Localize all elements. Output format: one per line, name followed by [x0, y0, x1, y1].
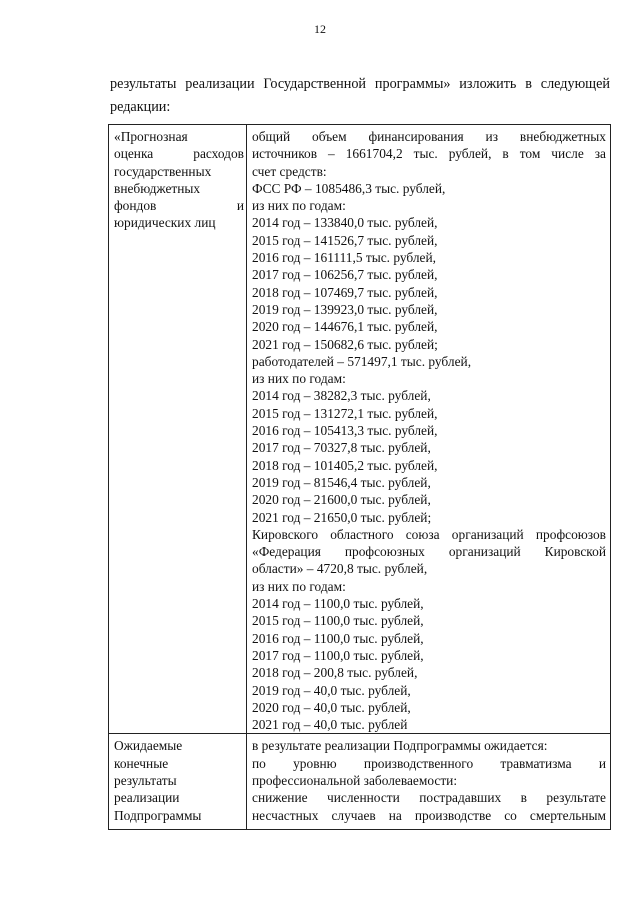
value-line: 2014 год – 1100,0 тыс. рублей,	[252, 596, 424, 612]
value-line: 2018 год – 107469,7 тыс. рублей,	[252, 284, 438, 300]
value-line: несчастных случаев на производстве со смертельным	[252, 807, 606, 823]
label-line: фондов и	[114, 198, 244, 214]
value-line: 2016 год – 1100,0 тыс. рублей,	[252, 630, 424, 646]
value-line: общий объем финансирования из внебюджетных	[252, 129, 606, 144]
value-line: 2014 год – 38282,3 тыс. рублей,	[252, 388, 431, 404]
label-line: внебюджетных	[114, 180, 201, 196]
intro-line: результаты реализации Государственной программы» изложить в следующей	[110, 76, 610, 92]
intro-line: редакции:	[110, 99, 171, 115]
page-number: 12	[314, 22, 326, 36]
value-line: 2017 год – 1100,0 тыс. рублей,	[252, 647, 424, 663]
value-line: 2021 год – 21650,0 тыс. рублей;	[252, 509, 432, 525]
value-line: счет средств:	[252, 163, 327, 179]
value-line: 2020 год – 40,0 тыс. рублей,	[252, 699, 411, 715]
table-row	[109, 734, 611, 830]
value-line: 2016 год – 161111,5 тыс. рублей,	[252, 250, 437, 266]
expected-results-label-cell	[109, 734, 247, 830]
value-line: «Федерация профсоюзных организаций Кировской	[252, 544, 606, 560]
label-line: оценка расходов	[114, 146, 244, 162]
value-line: 2019 год – 40,0 тыс. рублей,	[252, 682, 411, 698]
label-line: конечные	[114, 755, 169, 771]
label-line: Ожидаемые	[114, 738, 183, 754]
table-row	[109, 125, 611, 734]
value-line: 2017 год – 70327,8 тыс. рублей,	[252, 440, 431, 456]
value-line: по уровню производственного травматизма и	[252, 755, 606, 771]
value-line: 2016 год – 105413,3 тыс. рублей,	[252, 423, 438, 439]
value-line: 2018 год – 200,8 тыс. рублей,	[252, 665, 418, 681]
value-line: 2020 год – 21600,0 тыс. рублей,	[252, 492, 431, 508]
label-line: реализации	[114, 790, 180, 806]
value-line: Кировского областного союза организаций профсоюзов	[252, 526, 606, 542]
value-line: в результате реализации Подпрограммы ожидается:	[252, 738, 548, 754]
label-line: Подпрограммы	[114, 807, 202, 823]
value-line: 2021 год – 40,0 тыс. рублей	[252, 717, 408, 733]
label-line: юридических лиц	[114, 215, 216, 231]
value-line: работодателей – 571497,1 тыс. рублей,	[252, 353, 472, 369]
subprogram-passport-table	[108, 124, 611, 830]
value-line: области» – 4720,8 тыс. рублей,	[252, 561, 428, 577]
funding-estimate-label-cell	[109, 125, 247, 734]
value-line: 2019 год – 139923,0 тыс. рублей,	[252, 301, 438, 317]
intro-paragraph	[110, 73, 610, 119]
label-line: «Прогнозная	[114, 129, 188, 144]
value-line: 2014 год – 133840,0 тыс. рублей,	[252, 215, 438, 231]
value-line: профессиональной заболеваемости:	[252, 772, 458, 788]
value-line: 2020 год – 144676,1 тыс. рублей,	[252, 319, 438, 335]
value-line: 2019 год – 81546,4 тыс. рублей,	[252, 474, 431, 490]
value-line: из них по годам:	[252, 371, 346, 387]
label-line: результаты	[114, 772, 177, 788]
funding-estimate-value-cell	[247, 125, 611, 734]
value-line: ФСС РФ – 1085486,3 тыс. рублей,	[252, 180, 446, 196]
value-line: 2017 год – 106256,7 тыс. рублей,	[252, 267, 438, 283]
value-line: источников – 1661704,2 тыс. рублей, в том числе за	[252, 146, 606, 162]
value-line: снижение численности пострадавших в результате	[252, 790, 606, 806]
expected-results-value-cell	[247, 734, 611, 830]
value-line: 2015 год – 131272,1 тыс. рублей,	[252, 405, 438, 421]
label-line: государственных	[114, 163, 212, 179]
value-line: из них по годам:	[252, 578, 346, 594]
value-line: из них по годам:	[252, 198, 346, 214]
value-line: 2015 год – 141526,7 тыс. рублей,	[252, 232, 438, 248]
value-line: 2018 год – 101405,2 тыс. рублей,	[252, 457, 438, 473]
value-line: 2015 год – 1100,0 тыс. рублей,	[252, 613, 424, 629]
value-line: 2021 год – 150682,6 тыс. рублей;	[252, 336, 438, 352]
